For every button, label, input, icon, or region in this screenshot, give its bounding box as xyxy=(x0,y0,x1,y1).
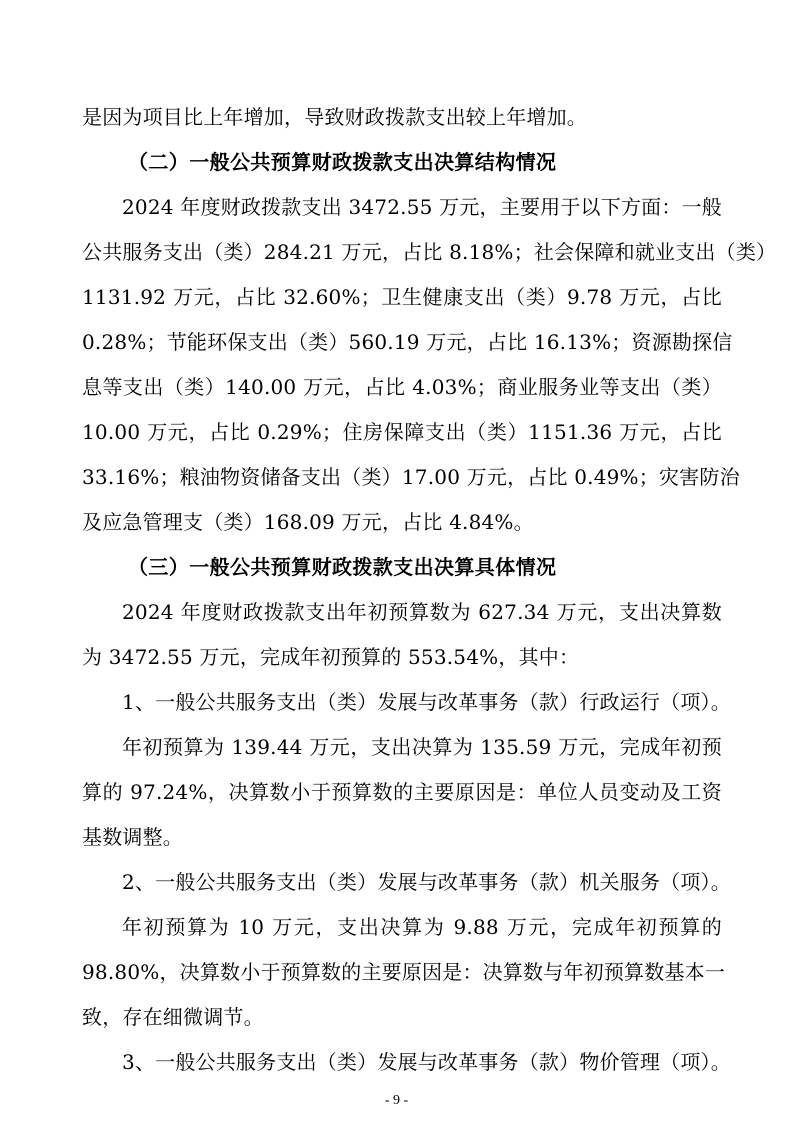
text-line: 基数调整。 xyxy=(82,825,183,849)
section-heading: （三）一般公共预算财政拨款支出决算具体情况 xyxy=(128,555,557,579)
item-title: 1、一般公共服务支出（类）发展与改革事务（款）行政运行（项）。 xyxy=(122,690,731,714)
text-line: 致，存在细微调节。 xyxy=(82,1005,264,1029)
text-line: 2024 年度财政拨款支出 3472.55 万元，主要用于以下方面：一般 xyxy=(122,195,722,219)
text-line: 33.16%；粮油物资储备支出（类）17.00 万元，占比 0.49%；灾害防治 xyxy=(82,465,740,489)
text-line: 10.00 万元，占比 0.29%；住房保障支出（类）1151.36 万元，占比 xyxy=(82,420,722,444)
text-line: 是因为项目比上年增加，导致财政拨款支出较上年增加。 xyxy=(82,105,587,129)
text-line: 98.80%，决算数小于预算数的主要原因是：决算数与年初预算数基本一 xyxy=(82,960,726,984)
item-title: 3、一般公共服务支出（类）发展与改革事务（款）物价管理（项）。 xyxy=(122,1050,731,1074)
text-line: 2024 年度财政拨款支出年初预算数为 627.34 万元，支出决算数 xyxy=(122,600,722,624)
text-line: 公共服务支出（类）284.21 万元，占比 8.18%；社会保障和就业支出（类） xyxy=(82,240,777,264)
text-line: 息等支出（类）140.00 万元，占比 4.03%；商业服务业等支出（类） xyxy=(82,375,722,399)
text-line: 年初预算为 10 万元，支出决算为 9.88 万元，完成年初预算的 xyxy=(122,915,722,939)
text-line: 1131.92 万元，占比 32.60%；卫生健康支出（类）9.78 万元，占比 xyxy=(82,285,722,309)
text-line: 及应急管理支（类）168.09 万元，占比 4.84%。 xyxy=(82,510,534,534)
item-title: 2、一般公共服务支出（类）发展与改革事务（款）机关服务（项）。 xyxy=(122,870,731,894)
text-line: 算的 97.24%，决算数小于预算数的主要原因是：单位人员变动及工资 xyxy=(82,780,722,804)
text-line: 0.28%；节能环保支出（类）560.19 万元，占比 16.13%；资源勘探信 xyxy=(82,330,733,354)
text-line: 年初预算为 139.44 万元，支出决算为 135.59 万元，完成年初预 xyxy=(122,735,722,759)
text-line: 为 3472.55 万元，完成年初预算的 553.54%，其中： xyxy=(82,645,580,669)
section-heading: （二）一般公共预算财政拨款支出决算结构情况 xyxy=(128,150,557,174)
page-number: - 9 - xyxy=(384,1093,409,1108)
